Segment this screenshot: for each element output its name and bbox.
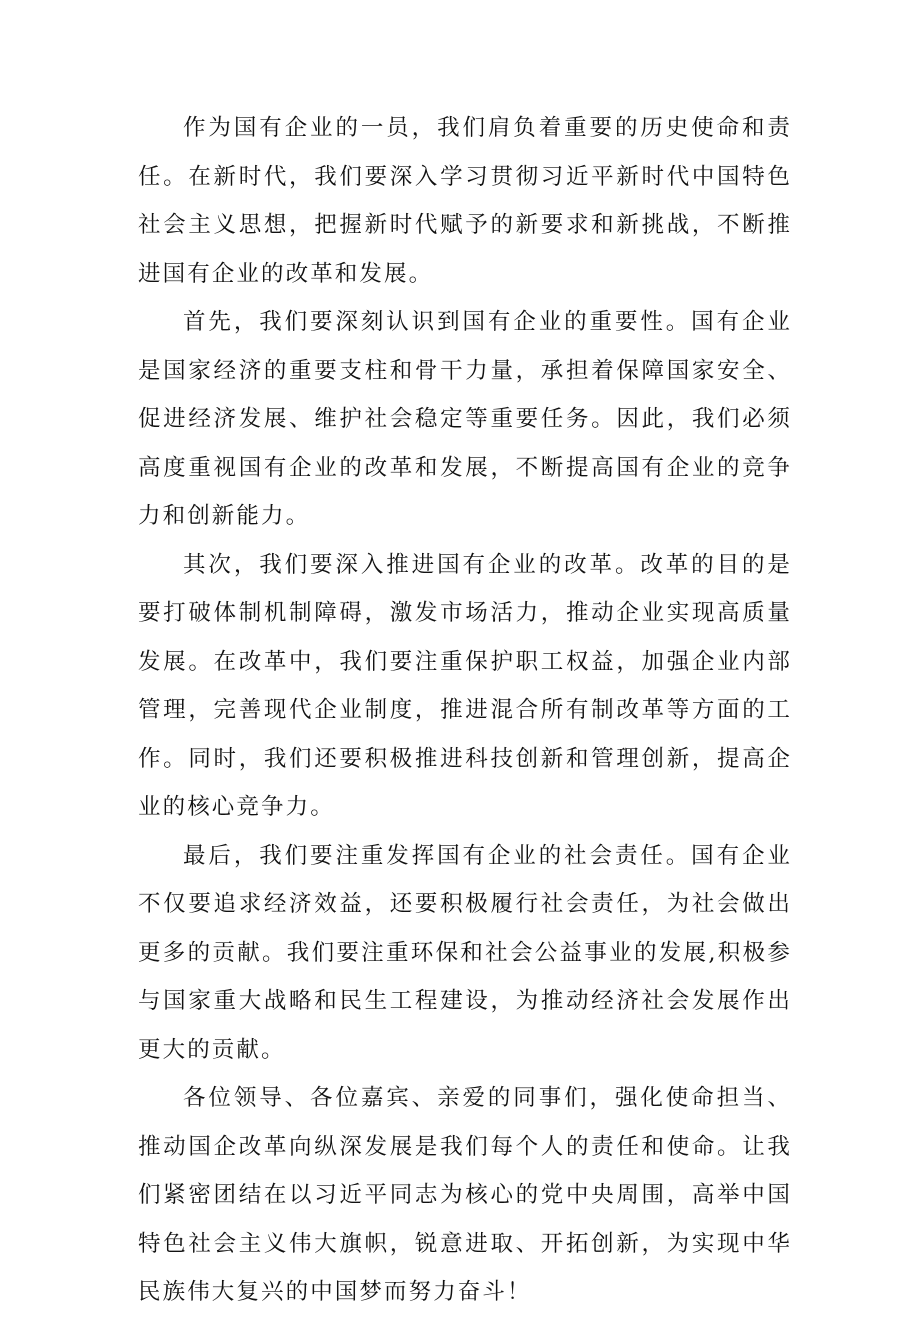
paragraph-4: 最后，我们要注重发挥国有企业的社会责任。国有企业不仅要追求经济效益，还要积极履行社会责任，为社会做出更多的贡献。我们要注重环保和社会公益事业的发展,积极参与国家重大战略和民生工程建设，为推动经济社会发展作出更大的贡献。 xyxy=(138,842,792,1063)
paragraph-5: 各位领导、各位嘉宾、亲爱的同事们，强化使命担当、推动国企改革向纵深发展是我们每个人的责任和使命。让我们紧密团结在以习近平同志为核心的党中央周围，高举中国特色社会主义伟大旗帜，锐意进取、开拓创新，为实现中华民族伟大复兴的中国梦而努力奋斗！ xyxy=(138,1085,792,1305)
paragraph-3: 其次，我们要深入推进国有企业的改革。改革的目的是要打破体制机制障碍，激发市场活力，推动企业实现高质量发展。在改革中，我们要注重保护职工权益，加强企业内部管理，完善现代企业制度，推进混合所有制改革等方面的工作。同时，我们还要积极推进科技创新和管理创新，提高企业的核心竞争力。 xyxy=(138,551,792,820)
paragraph-2: 首先，我们要深刻认识到国有企业的重要性。国有企业是国家经济的重要支柱和骨干力量，承担着保障国家安全、促进经济发展、维护社会稳定等重要任务。因此，我们必须高度重视国有企业的改革和发展，不断提高国有企业的竞争力和创新能力。 xyxy=(138,309,792,529)
paragraph-1: 作为国有企业的一员，我们肩负着重要的历史使命和责任。在新时代，我们要深入学习贯彻习近平新时代中国特色社会主义思想，把握新时代赋予的新要求和新挑战，不断推进国有企业的改革和发展。 xyxy=(138,115,792,287)
